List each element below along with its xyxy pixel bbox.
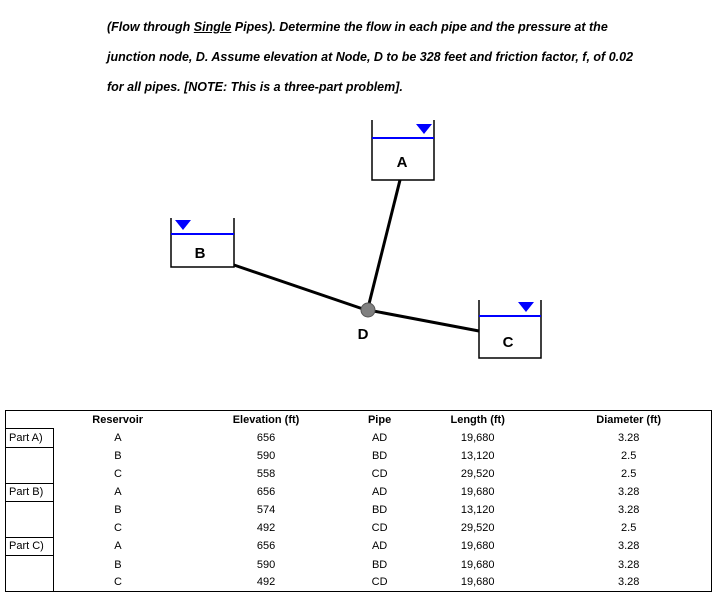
length-cell: 19,680: [460, 540, 495, 553]
junction-label: D: [357, 326, 369, 343]
pipe-cell: CD: [371, 522, 388, 535]
pipe-cell: AD: [371, 540, 388, 553]
diameter-cell: 3.28: [546, 537, 711, 555]
part-label: Part C): [6, 537, 54, 555]
elevation-cell: 656: [256, 486, 276, 499]
length-cell: 19,680: [409, 574, 546, 592]
table-row: [6, 574, 712, 592]
water-level-triangle-icon: [416, 124, 432, 134]
elevation-cell: 574: [256, 504, 276, 517]
part-label: [6, 465, 54, 483]
water-level-triangle-icon: [175, 220, 191, 230]
data-table: [5, 410, 712, 592]
diameter-cell: 2.5: [546, 465, 711, 483]
reservoir-cell: B: [114, 558, 122, 571]
reservoir-cell: C: [54, 574, 182, 592]
length-cell: 29,520: [460, 522, 495, 535]
pipe-ad: [368, 180, 400, 308]
header-length: Length (ft): [409, 411, 546, 429]
elevation-cell: 656: [256, 540, 276, 553]
pipe-cell: AD: [371, 432, 388, 445]
elevation-cell: 492: [256, 522, 276, 535]
table-row: [6, 537, 712, 555]
elevation-cell: 590: [256, 558, 276, 571]
table-row: [6, 447, 712, 465]
part-label: [6, 501, 54, 519]
header-part: [6, 411, 54, 429]
problem-text: Pipes). Determine the flow in each pipe and the pressure at the: [231, 20, 608, 34]
diameter-cell: 2.5: [546, 519, 711, 537]
length-cell: 19,680: [460, 432, 495, 445]
part-label: [6, 447, 54, 465]
water-level-triangle-icon: [518, 302, 534, 312]
reservoir-cell: C: [113, 522, 122, 535]
reservoir-c: [479, 300, 541, 358]
pipe-cell: BD: [371, 504, 388, 517]
elevation-cell: 558: [256, 468, 276, 481]
reservoir-b-label: B: [194, 245, 206, 262]
pipe-cell: BD: [371, 558, 388, 571]
pipe-bd: [234, 265, 366, 310]
elevation-cell: 590: [256, 450, 276, 463]
table-row: [6, 556, 712, 574]
part-label: [6, 556, 54, 574]
length-cell: 29,520: [460, 468, 495, 481]
table-row: [6, 465, 712, 483]
reservoir-b: [171, 218, 234, 267]
diameter-cell: 3.28: [546, 556, 711, 574]
reservoir-cell: A: [114, 540, 122, 553]
table-row: [6, 429, 712, 447]
length-cell: 19,680: [460, 558, 495, 571]
header-elevation: Elevation (ft): [182, 411, 350, 429]
reservoir-cell: C: [113, 468, 122, 481]
table-row: [6, 483, 712, 501]
part-label: [6, 574, 54, 592]
problem-text: (Flow through: [107, 20, 194, 34]
problem-line-2: junction node, D. Assume elevation at Node, D to be 328 feet and friction factor, f, of 0.02: [107, 50, 634, 64]
diameter-cell: 3.28: [546, 501, 711, 519]
diameter-cell: 3.28: [546, 574, 711, 592]
elevation-cell: 656: [256, 432, 276, 445]
junction-node-d: [361, 303, 375, 317]
pipe-cell: CD: [371, 468, 388, 481]
header-pipe: Pipe: [350, 411, 409, 429]
reservoir-cell: B: [114, 450, 122, 463]
problem-underlined-word: Single: [193, 20, 232, 34]
reservoir-cell: A: [114, 486, 122, 499]
part-label: Part A): [6, 429, 54, 447]
length-cell: 13,120: [460, 450, 495, 463]
diameter-cell: 3.28: [546, 483, 711, 501]
header-diameter: Diameter (ft): [546, 411, 711, 429]
pipe-cd: [368, 310, 479, 331]
diameter-cell: 2.5: [546, 447, 711, 465]
header-reservoir: Reservoir: [54, 411, 182, 429]
diameter-cell: 3.28: [546, 429, 711, 447]
length-cell: 13,120: [460, 504, 495, 517]
table-row: [6, 519, 712, 537]
pipe-cell: AD: [371, 486, 388, 499]
reservoir-cell: A: [114, 432, 122, 445]
part-label: Part B): [6, 483, 54, 501]
length-cell: 19,680: [460, 486, 495, 499]
reservoir-cell: B: [114, 504, 122, 517]
reservoir-c-label: C: [502, 334, 514, 351]
reservoir-a: [372, 120, 434, 180]
problem-line-3: for all pipes. [NOTE: This is a three-part problem].: [107, 80, 403, 94]
part-label: [6, 519, 54, 537]
pipe-cell: BD: [371, 450, 388, 463]
reservoir-a-label: A: [396, 154, 408, 171]
pipe-cell: CD: [350, 574, 409, 592]
table-row: [6, 501, 712, 519]
table-header-row: [6, 411, 712, 429]
elevation-cell: 492: [182, 574, 350, 592]
